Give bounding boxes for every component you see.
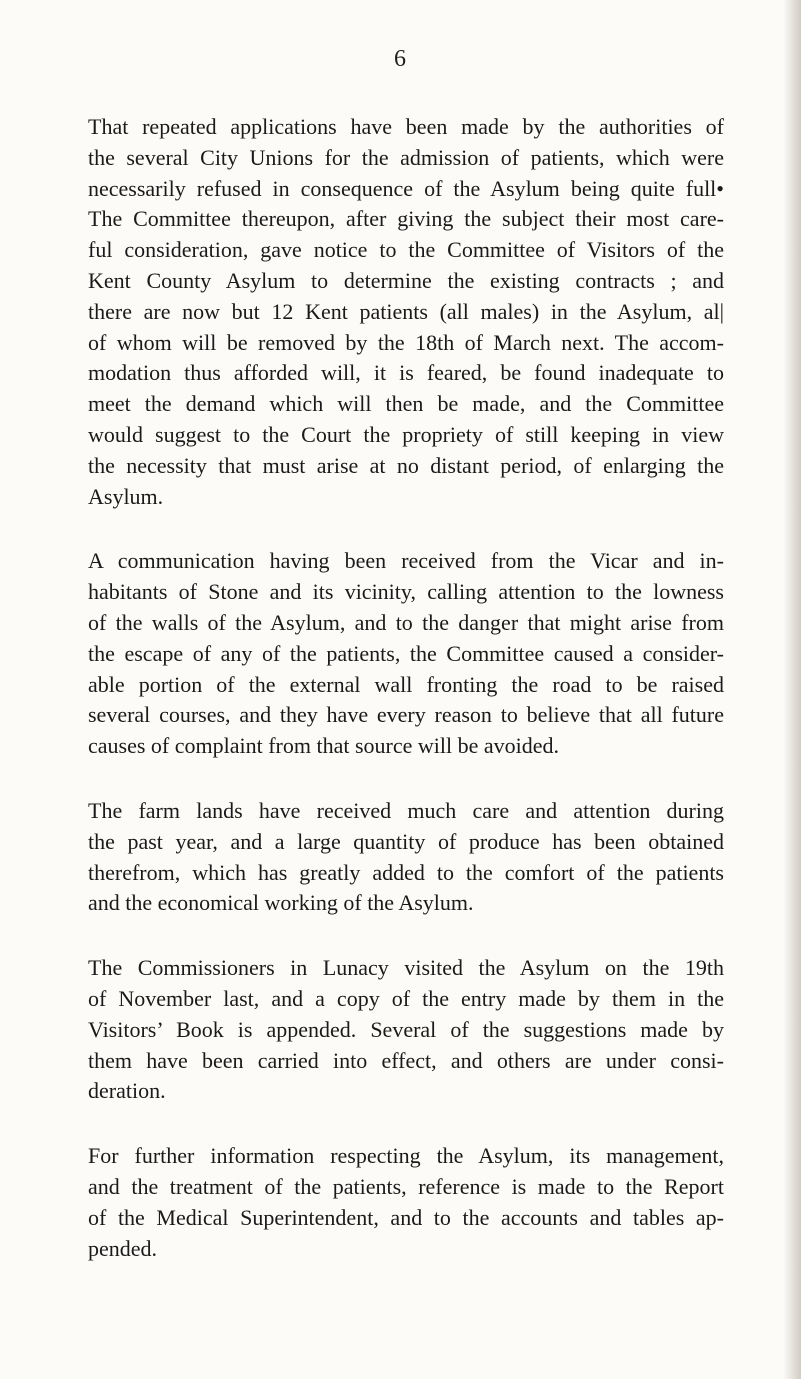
page-edge-shadow	[783, 0, 801, 1379]
text-line: The Commissioners in Lunacy visited the Asylum on the 19th	[88, 955, 724, 981]
text-line: of November last, and a copy of the entry made by them in the	[88, 985, 724, 1011]
text-line: deration.	[88, 1078, 166, 1104]
text-line: ful consideration, gave notice to the Committee of Visitors of the	[88, 237, 724, 263]
text-line: The farm lands have received much care and attention during	[88, 797, 724, 823]
text-line: meet the demand which will then be made, and the Committee	[88, 391, 724, 417]
text-line: the past year, and a large quantity of produce has been obtained	[88, 828, 724, 854]
body-text	[88, 112, 724, 1298]
text-line: therefrom, which has greatly added to the comfort of the patients	[88, 859, 724, 885]
text-line: habitants of Stone and its vicinity, calling attention to the lowness	[88, 579, 724, 605]
text-line: of the walls of the Asylum, and to the danger that might arise from	[88, 609, 724, 635]
paragraph-walls	[88, 546, 724, 762]
text-line: The Committee thereupon, after giving the subject their most care-	[88, 206, 724, 232]
text-line: That repeated applications have been made by the authorities of	[88, 114, 724, 139]
text-line: and the economical working of the Asylum.	[88, 890, 474, 916]
text-line: Kent County Asylum to determine the existing contracts ; and	[88, 267, 724, 293]
text-line: the several City Unions for the admission of patients, which were	[88, 144, 724, 170]
text-line: there are now but 12 Kent patients (all males) in the Asylum, al|	[88, 298, 724, 324]
paragraph-further-information	[88, 1141, 724, 1264]
text-line: would suggest to the Court the propriety of still keeping in view	[88, 421, 724, 447]
paragraph-capacity	[88, 112, 724, 512]
text-line: of the Medical Superintendent, and to the accounts and tables ap-	[88, 1204, 724, 1230]
text-line: A communication having been received from the Vicar and in-	[88, 548, 724, 574]
paragraph-commissioners	[88, 953, 724, 1107]
text-line: Visitors’ Book is appended. Several of the suggestions made by	[88, 1016, 724, 1042]
paragraph-farm	[88, 796, 724, 919]
page-number: 6	[394, 46, 407, 72]
text-line: modation thus afforded will, it is feared, be found inadequate to	[88, 360, 724, 386]
text-line: the necessity that must arise at no distant period, of enlarging the	[88, 452, 724, 478]
text-line: the escape of any of the patients, the Committee caused a consider-	[88, 640, 724, 666]
text-line: able portion of the external wall fronting the road to be raised	[88, 671, 724, 697]
text-line: of whom will be removed by the 18th of March next. The accom-	[88, 329, 724, 355]
text-line: pended.	[88, 1235, 158, 1261]
text-line: For further information respecting the Asylum, its management,	[88, 1143, 724, 1169]
text-line: them have been carried into effect, and others are under consi-	[88, 1047, 724, 1073]
text-line: necessarily refused in consequence of the Asylum being quite full•	[88, 175, 724, 201]
text-line: and the treatment of the patients, reference is made to the Report	[88, 1173, 724, 1199]
text-line: causes of complaint from that source will be avoided.	[88, 733, 560, 759]
text-line: Asylum.	[88, 483, 164, 509]
text-line: several courses, and they have every reason to believe that all future	[88, 702, 724, 728]
